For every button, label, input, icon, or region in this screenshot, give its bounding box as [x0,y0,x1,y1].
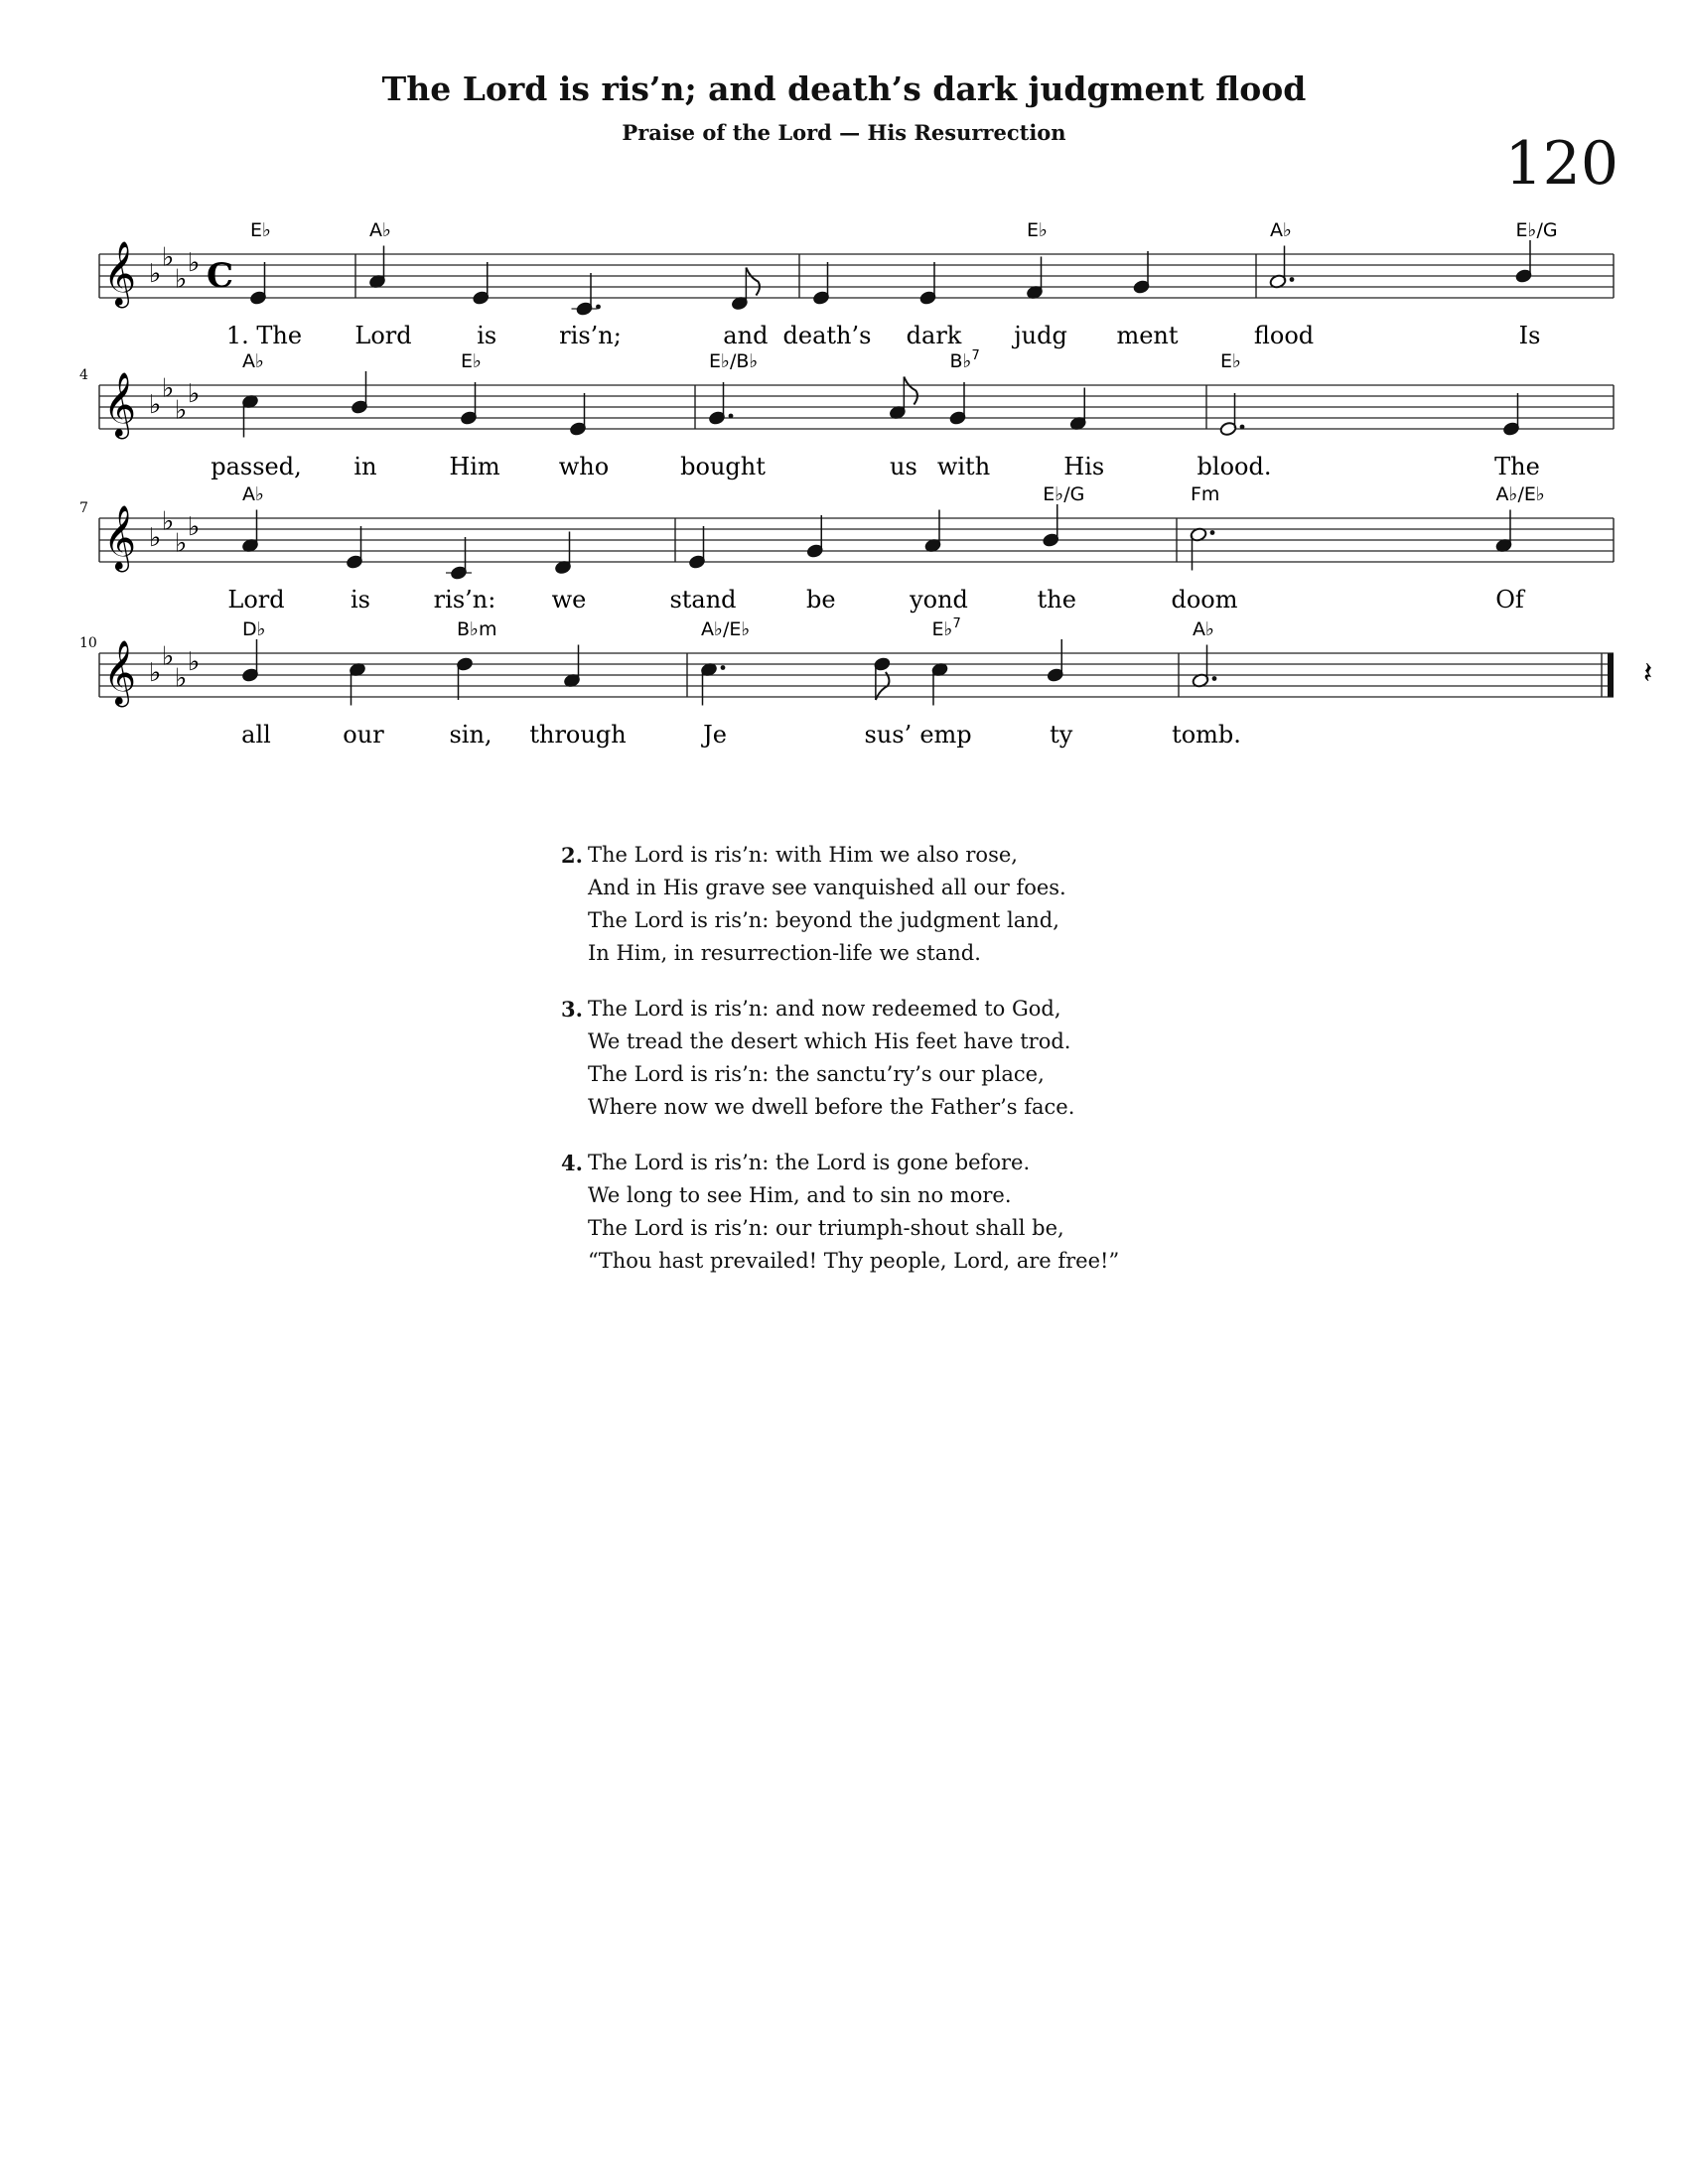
chord-symbol: A♭ [369,219,391,241]
measure-number: 4 [79,367,88,383]
verse-line: And in His grave see vanquished all our foes. [588,876,1066,899]
verse-line: The Lord is ris’n: with Him we also rose, [588,843,1018,867]
note-flag [904,377,917,405]
key-flat: ♭ [175,395,188,426]
verse-stanza [561,839,1256,970]
chord-symbol: E♭ [1027,219,1048,241]
verse-stanza [561,993,1256,1124]
lyric-syllable: ris’n; [559,322,622,349]
lyric-syllable: be [805,586,836,614]
treble-clef: 𝄞 [103,372,137,437]
time-signature: C [207,256,234,296]
lyric-syllable: stand [669,586,737,614]
key-flat: ♭ [149,658,162,688]
key-flat: ♭ [149,390,162,420]
chord-symbol: E♭ [1220,350,1241,372]
verse-number: 3. [561,997,583,1022]
key-flat: ♭ [188,248,201,278]
lyric-syllable: in [353,453,377,480]
lyric-syllable: Lord [227,586,285,614]
lyric-syllable: Him [449,453,500,480]
chord-symbol: E♭$^7$ [931,616,961,640]
lyric-syllable: 1. The [225,322,303,349]
chord-symbol: E♭/G [1043,483,1085,505]
chord-symbol: A♭ [242,483,264,505]
lyric-syllable: us [889,453,917,480]
lyric-syllable: with [936,453,991,480]
lyric-syllable: tomb. [1172,721,1241,749]
additional-verses [561,839,1256,1300]
chord-symbol: E♭/B♭ [709,350,759,372]
verse-line: We long to see Him, and to sin no more. [588,1183,1012,1207]
lyric-syllable: sus’ [864,721,913,749]
verse-line: We tread the desert which His feet have trod. [588,1029,1071,1053]
lyric-syllable: blood. [1196,453,1272,480]
lyric-syllable: Lord [354,322,412,349]
lyric-syllable: Je [703,721,727,749]
lyric-syllable: yond [910,586,968,614]
quarter-rest: 𝄽 [1643,656,1653,691]
key-flat: ♭ [188,647,201,677]
lyric-syllable: doom [1171,586,1238,614]
verse-line: The Lord is ris’n: beyond the judgment land, [588,908,1059,932]
chord-symbol: E♭ [461,350,482,372]
note-flag [746,268,760,296]
lyric-syllable: our [343,721,384,749]
hymn-subtitle: Praise of the Lord — His Resurrection [622,120,1066,145]
key-flat: ♭ [175,264,188,295]
verse-line: In Him, in resurrection-life we stand. [588,941,981,965]
chord-symbol: Fm [1191,483,1220,505]
lyric-syllable: the [1037,586,1076,614]
lyric-syllable: death’s [782,322,872,349]
lyric-syllable: ty [1050,721,1073,749]
key-flat: ♭ [162,242,175,273]
lyric-syllable: through [529,721,627,749]
lyric-syllable: we [551,586,587,614]
chord-symbol: A♭ [1270,219,1292,241]
chord-symbol: B♭$^7$ [949,348,980,372]
dot [596,305,601,310]
lyric-syllable: His [1063,453,1105,480]
chord-symbol: A♭/E♭ [701,618,751,640]
measure-number: 10 [79,635,97,651]
lyric-syllable: bought [680,453,766,480]
treble-clef: 𝄞 [103,640,137,705]
lyric-syllable: Is [1518,322,1541,349]
lyric-syllable: who [558,453,610,480]
lyric-syllable: flood [1253,322,1315,349]
key-flat: ♭ [149,259,162,289]
key-flat: ♭ [149,523,162,553]
chord-symbol: E♭/G [1515,219,1558,241]
chord-symbol: A♭ [242,350,264,372]
lyric-syllable: ris’n: [433,586,496,614]
dot [1212,676,1217,681]
lyric-syllable: sin, [449,721,492,749]
chord-symbol: A♭ [1193,618,1214,640]
treble-clef: 𝄞 [103,505,137,570]
lyric-syllable: emp [919,721,972,749]
verse-line: “Thou hast prevailed! Thy people, Lord, are free!” [588,1249,1120,1273]
music-score [0,0,1688,794]
chord-symbol: A♭/E♭ [1495,483,1545,505]
hymn-title: The Lord is ris’n; and death’s dark judgment flood [381,69,1307,108]
verse-stanza [561,1147,1256,1278]
key-flat: ♭ [188,379,201,409]
verse-line: The Lord is ris’n: and now redeemed to God, [588,997,1061,1021]
key-flat: ♭ [162,506,175,537]
verse-number: 2. [561,843,583,868]
key-flat: ♭ [162,641,175,672]
key-flat: ♭ [175,528,188,559]
lyric-syllable: is [477,322,497,349]
chord-symbol: E♭ [250,219,271,241]
dot [729,414,734,419]
chord-symbol: B♭m [457,618,497,640]
measure-number: 7 [79,500,88,516]
dot [721,665,726,670]
key-flat: ♭ [175,663,188,694]
verse-number: 4. [561,1151,583,1175]
lyric-syllable: Of [1495,586,1524,614]
verse-line: The Lord is ris’n: the Lord is gone before. [588,1151,1031,1174]
lyric-syllable: The [1494,453,1540,480]
lyric-syllable: all [241,721,271,749]
treble-clef: 𝄞 [103,241,137,306]
key-flat: ♭ [162,373,175,404]
lyric-syllable: passed, [211,453,302,480]
key-flat: ♭ [188,512,201,542]
final-barline-thick [1608,653,1614,697]
lyric-syllable: dark [906,322,962,349]
lyric-syllable: and [723,322,769,349]
chord-symbol: D♭ [242,618,266,640]
dot [1240,425,1245,430]
verse-line: The Lord is ris’n: the sanctu’ry’s our place, [588,1062,1045,1086]
dot [1290,277,1295,282]
lyric-syllable: ment [1116,322,1179,349]
verse-line: Where now we dwell before the Father’s face. [588,1095,1075,1119]
dot [1210,530,1215,535]
hymn-number: 120 [1504,129,1618,199]
lyric-syllable: is [351,586,370,614]
verse-line: The Lord is ris’n: our triumph-shout shall be, [588,1216,1064,1240]
lyric-syllable: judg [1014,322,1067,349]
